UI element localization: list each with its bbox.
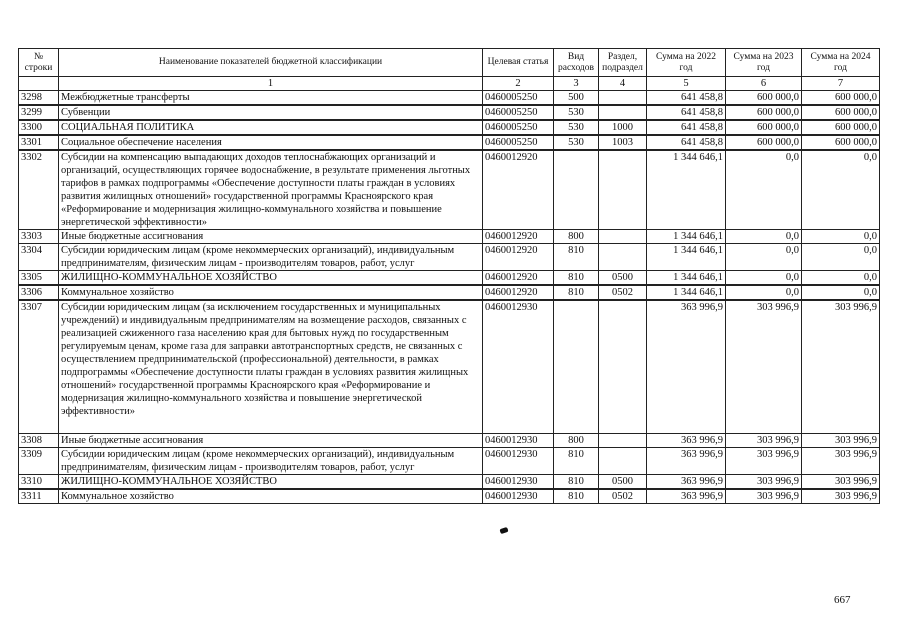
row-number: 3303: [19, 230, 59, 244]
header-code: Целевая статья: [483, 49, 554, 77]
row-sum-2022: 1 344 646,1: [647, 285, 726, 300]
row-code: 0460005250: [483, 91, 554, 106]
row-code: 0460012930: [483, 433, 554, 447]
row-code: 0460012920: [483, 244, 554, 271]
column-number: 5: [647, 77, 726, 91]
row-sum-2023: 303 996,9: [726, 300, 802, 433]
table-row: [19, 120, 880, 135]
header-vid: Вид расходов: [554, 49, 599, 77]
row-razdel: 0500: [599, 271, 647, 286]
row-code: 0460005250: [483, 135, 554, 150]
row-code: 0460012930: [483, 489, 554, 504]
table-row: [19, 271, 880, 286]
row-vid: 810: [554, 271, 599, 286]
row-sum-2024: 600 000,0: [802, 105, 880, 120]
row-razdel: [599, 150, 647, 230]
table-row: [19, 244, 880, 271]
column-number: 3: [554, 77, 599, 91]
table-row: [19, 230, 880, 244]
table-row: [19, 489, 880, 504]
row-razdel: [599, 230, 647, 244]
table-row: [19, 447, 880, 474]
row-sum-2024: 0,0: [802, 244, 880, 271]
row-sum-2024: 0,0: [802, 150, 880, 230]
row-sum-2022: 1 344 646,1: [647, 244, 726, 271]
row-vid: 810: [554, 489, 599, 504]
row-sum-2022: 1 344 646,1: [647, 150, 726, 230]
row-number: 3306: [19, 285, 59, 300]
header-razdel: Раздел, подраздел: [599, 49, 647, 77]
row-code: 0460012920: [483, 271, 554, 286]
row-vid: 800: [554, 433, 599, 447]
row-sum-2022: 641 458,8: [647, 105, 726, 120]
row-sum-2022: 363 996,9: [647, 300, 726, 433]
row-razdel: 1003: [599, 135, 647, 150]
row-vid: 810: [554, 285, 599, 300]
row-sum-2023: 0,0: [726, 271, 802, 286]
row-name: Межбюджетные трансферты: [59, 91, 483, 106]
row-vid: 530: [554, 105, 599, 120]
row-number: 3299: [19, 105, 59, 120]
row-sum-2023: 303 996,9: [726, 474, 802, 489]
row-number: 3310: [19, 474, 59, 489]
row-razdel: [599, 300, 647, 433]
row-sum-2023: 600 000,0: [726, 91, 802, 106]
column-number: [19, 77, 59, 91]
row-name: Субсидии на компенсацию выпадающих доходов теплоснабжающих организаций и организаций, осуществляющих горячее водоснабжение, в результате применения льготных тарифов в рамках подпрограммы «Обеспечение доступности платы граждан в условиях развития жилищных отношений» государственной программы Красноярского края «Реформирование и модернизация жилищно-коммунального хозяйства и повышение энергетической эффективности»: [59, 150, 483, 230]
table-row: [19, 300, 880, 433]
row-number: 3311: [19, 489, 59, 504]
row-sum-2023: 600 000,0: [726, 135, 802, 150]
row-name: ЖИЛИЩНО-КОММУНАЛЬНОЕ ХОЗЯЙСТВО: [59, 271, 483, 286]
row-sum-2024: 303 996,9: [802, 300, 880, 433]
row-razdel: 0500: [599, 474, 647, 489]
row-sum-2024: 303 996,9: [802, 447, 880, 474]
row-name: Социальное обеспечение населения: [59, 135, 483, 150]
table-header-row: [19, 49, 880, 77]
row-razdel: [599, 433, 647, 447]
header-name: Наименование показателей бюджетной классификации: [59, 49, 483, 77]
table-row: [19, 433, 880, 447]
row-name: ЖИЛИЩНО-КОММУНАЛЬНОЕ ХОЗЯЙСТВО: [59, 474, 483, 489]
row-sum-2023: 303 996,9: [726, 447, 802, 474]
row-code: 0460012920: [483, 230, 554, 244]
table-row: [19, 474, 880, 489]
row-vid: 800: [554, 230, 599, 244]
row-sum-2024: 303 996,9: [802, 489, 880, 504]
header-sum-2023: Сумма на 2023 год: [726, 49, 802, 77]
row-number: 3305: [19, 271, 59, 286]
row-razdel: [599, 105, 647, 120]
row-vid: 810: [554, 474, 599, 489]
row-razdel: 1000: [599, 120, 647, 135]
row-sum-2023: 0,0: [726, 230, 802, 244]
row-sum-2024: 600 000,0: [802, 135, 880, 150]
table-row: [19, 135, 880, 150]
row-sum-2022: 1 344 646,1: [647, 271, 726, 286]
table-row: [19, 285, 880, 300]
row-sum-2023: 600 000,0: [726, 120, 802, 135]
row-name: Субсидии юридическим лицам (кроме некоммерческих организаций), индивидуальным предпринимателям, физическим лицам - производителям товаров, работ, услуг: [59, 244, 483, 271]
table-row: [19, 91, 880, 106]
row-vid: 810: [554, 447, 599, 474]
row-sum-2022: 1 344 646,1: [647, 230, 726, 244]
row-name: Коммунальное хозяйство: [59, 489, 483, 504]
row-sum-2022: 641 458,8: [647, 91, 726, 106]
row-vid: [554, 150, 599, 230]
row-vid: 810: [554, 244, 599, 271]
row-code: 0460012930: [483, 474, 554, 489]
row-number: 3298: [19, 91, 59, 106]
column-number-row: [19, 77, 880, 91]
row-code: 0460005250: [483, 105, 554, 120]
column-number: 6: [726, 77, 802, 91]
row-number: 3307: [19, 300, 59, 433]
row-sum-2024: 0,0: [802, 285, 880, 300]
row-sum-2022: 363 996,9: [647, 474, 726, 489]
row-vid: [554, 300, 599, 433]
row-sum-2023: 303 996,9: [726, 433, 802, 447]
row-number: 3308: [19, 433, 59, 447]
row-vid: 500: [554, 91, 599, 106]
row-number: 3302: [19, 150, 59, 230]
header-row-no: № строки: [19, 49, 59, 77]
row-number: 3301: [19, 135, 59, 150]
row-sum-2024: 303 996,9: [802, 474, 880, 489]
row-sum-2024: 600 000,0: [802, 91, 880, 106]
column-number: 2: [483, 77, 554, 91]
row-name: Иные бюджетные ассигнования: [59, 230, 483, 244]
row-code: 0460012930: [483, 447, 554, 474]
table-row: [19, 105, 880, 120]
row-razdel: [599, 244, 647, 271]
row-sum-2023: 600 000,0: [726, 105, 802, 120]
row-number: 3300: [19, 120, 59, 135]
budget-table: [18, 48, 880, 504]
row-name: Коммунальное хозяйство: [59, 285, 483, 300]
row-sum-2022: 363 996,9: [647, 433, 726, 447]
row-sum-2022: 641 458,8: [647, 135, 726, 150]
row-sum-2022: 641 458,8: [647, 120, 726, 135]
row-sum-2024: 303 996,9: [802, 433, 880, 447]
row-vid: 530: [554, 120, 599, 135]
row-razdel: 0502: [599, 285, 647, 300]
row-code: 0460012930: [483, 300, 554, 433]
row-name: Субсидии юридическим лицам (кроме некоммерческих организаций), индивидуальным предпринимателям, физическим лицам - производителям товаров, работ, услуг: [59, 447, 483, 474]
row-name: Иные бюджетные ассигнования: [59, 433, 483, 447]
row-number: 3309: [19, 447, 59, 474]
row-code: 0460012920: [483, 285, 554, 300]
row-name: Субсидии юридическим лицам (за исключением государственных и муниципальных учреждений) и индивидуальным предпринимателям на возмещение расходов, связанных с реализацией сжиженного газа населению края для бытовых нужд по государственным регулируемым ценам, кроме газа для заправки автотранспортных средств, не связанных с осуществлением предпринимательской (профессиональной) деятельности, в рамках подпрограммы «Обеспечение доступности платы граждан в условиях развития жилищных отношений» государственной программы Красноярского края «Реформирование и модернизация жилищно-коммунального хозяйства и повышение энергетической эффективности»: [59, 300, 483, 433]
row-sum-2023: 0,0: [726, 244, 802, 271]
row-razdel: 0502: [599, 489, 647, 504]
row-sum-2023: 0,0: [726, 150, 802, 230]
row-razdel: [599, 91, 647, 106]
page-number: 667: [834, 594, 851, 606]
header-sum-2022: Сумма на 2022 год: [647, 49, 726, 77]
row-vid: 530: [554, 135, 599, 150]
row-name: СОЦИАЛЬНАЯ ПОЛИТИКА: [59, 120, 483, 135]
row-sum-2024: 0,0: [802, 230, 880, 244]
column-number: 1: [59, 77, 483, 91]
table-row: [19, 150, 880, 230]
row-sum-2022: 363 996,9: [647, 489, 726, 504]
column-number: 7: [802, 77, 880, 91]
row-code: 0460005250: [483, 120, 554, 135]
row-sum-2023: 0,0: [726, 285, 802, 300]
scan-mark: [499, 527, 508, 534]
row-sum-2024: 600 000,0: [802, 120, 880, 135]
row-name: Субвенции: [59, 105, 483, 120]
row-sum-2023: 303 996,9: [726, 489, 802, 504]
row-sum-2022: 363 996,9: [647, 447, 726, 474]
row-number: 3304: [19, 244, 59, 271]
row-sum-2024: 0,0: [802, 271, 880, 286]
row-code: 0460012920: [483, 150, 554, 230]
header-sum-2024: Сумма на 2024 год: [802, 49, 880, 77]
row-razdel: [599, 447, 647, 474]
column-number: 4: [599, 77, 647, 91]
